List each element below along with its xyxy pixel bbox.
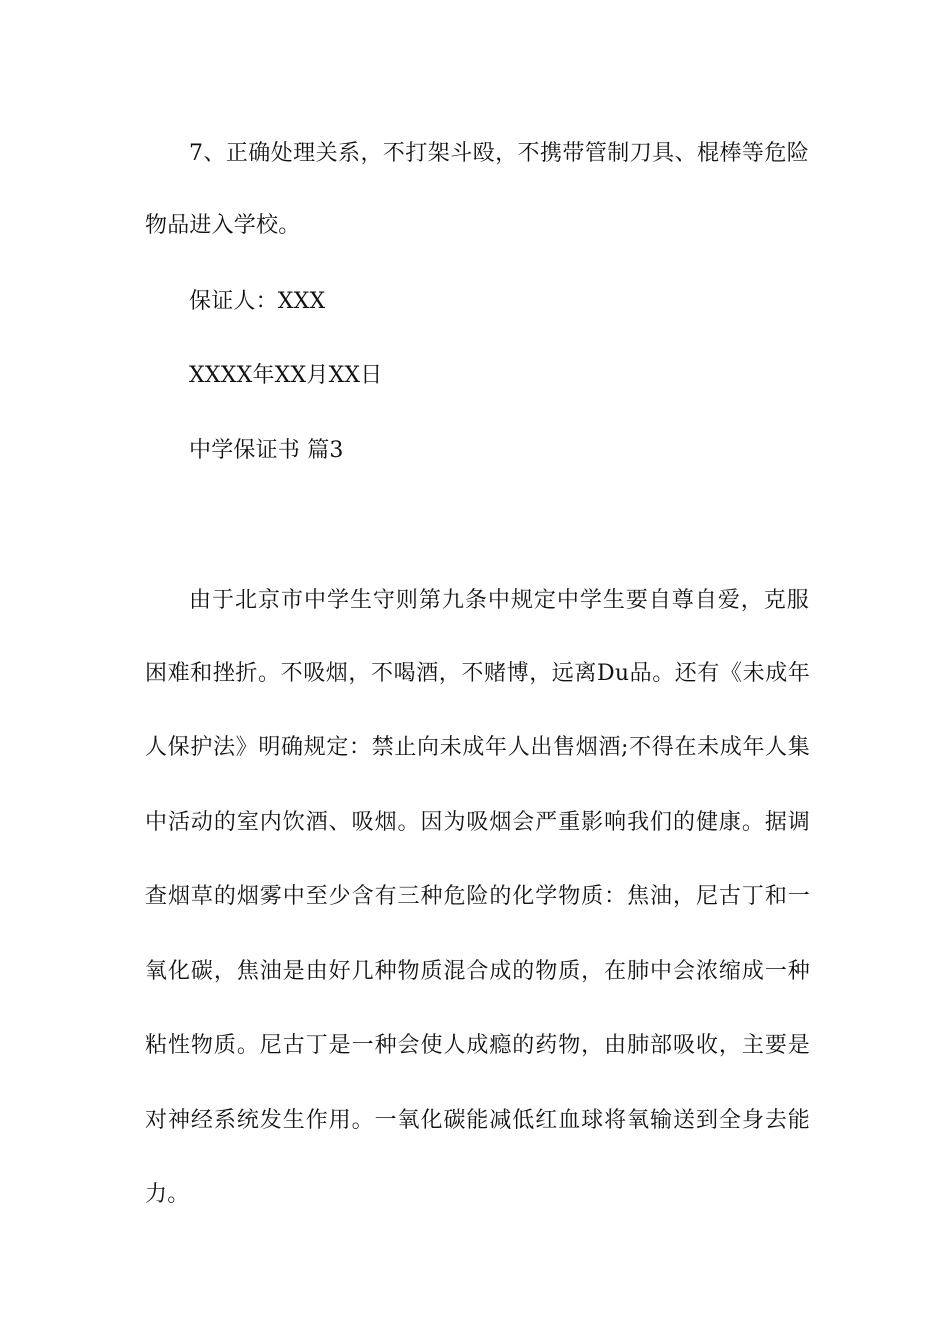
paragraph-line-9: 力。 [145,1182,190,1207]
section-title: 中学保证书 篇3 [189,438,344,463]
paragraph-line-1: 由于北京市中学生守则第九条中规定中学生要自尊自爱，克服 [189,588,809,613]
paragraph-line-4: 中活动的室内饮酒、吸烟。因为吸烟会严重影响我们的健康。据调 [145,810,810,835]
date-line: XXXX年XX月XX日 [189,363,383,388]
paragraph-line-8: 对神经系统发生作用。一氧化碳能减低红血球将氧输送到全身去能 [145,1108,810,1133]
item-7-line-2: 物品进入学校。 [145,213,301,238]
paragraph-line-7: 粘性物质。尼古丁是一种会使人成瘾的药物，由肺部吸收，主要是 [145,1033,810,1058]
paragraph-line-3: 人保护法》明确规定：禁止向未成年人出售烟酒;不得在未成年人集 [145,735,810,760]
guarantor-line: 保证人：XXX [189,289,326,314]
paragraph-line-5: 查烟草的烟雾中至少含有三种危险的化学物质：焦油，尼古丁和一 [145,884,810,909]
paragraph-line-2: 困难和挫折。不吸烟，不喝酒，不赌博，远离Du品。还有《未成年 [145,661,810,686]
paragraph-line-6: 氧化碳，焦油是由好几种物质混合成的物质，在肺中会浓缩成一种 [145,959,810,984]
item-7-line-1: 7、正确处理关系，不打架斗殴，不携带管制刀具、棍棒等危险 [189,141,809,166]
